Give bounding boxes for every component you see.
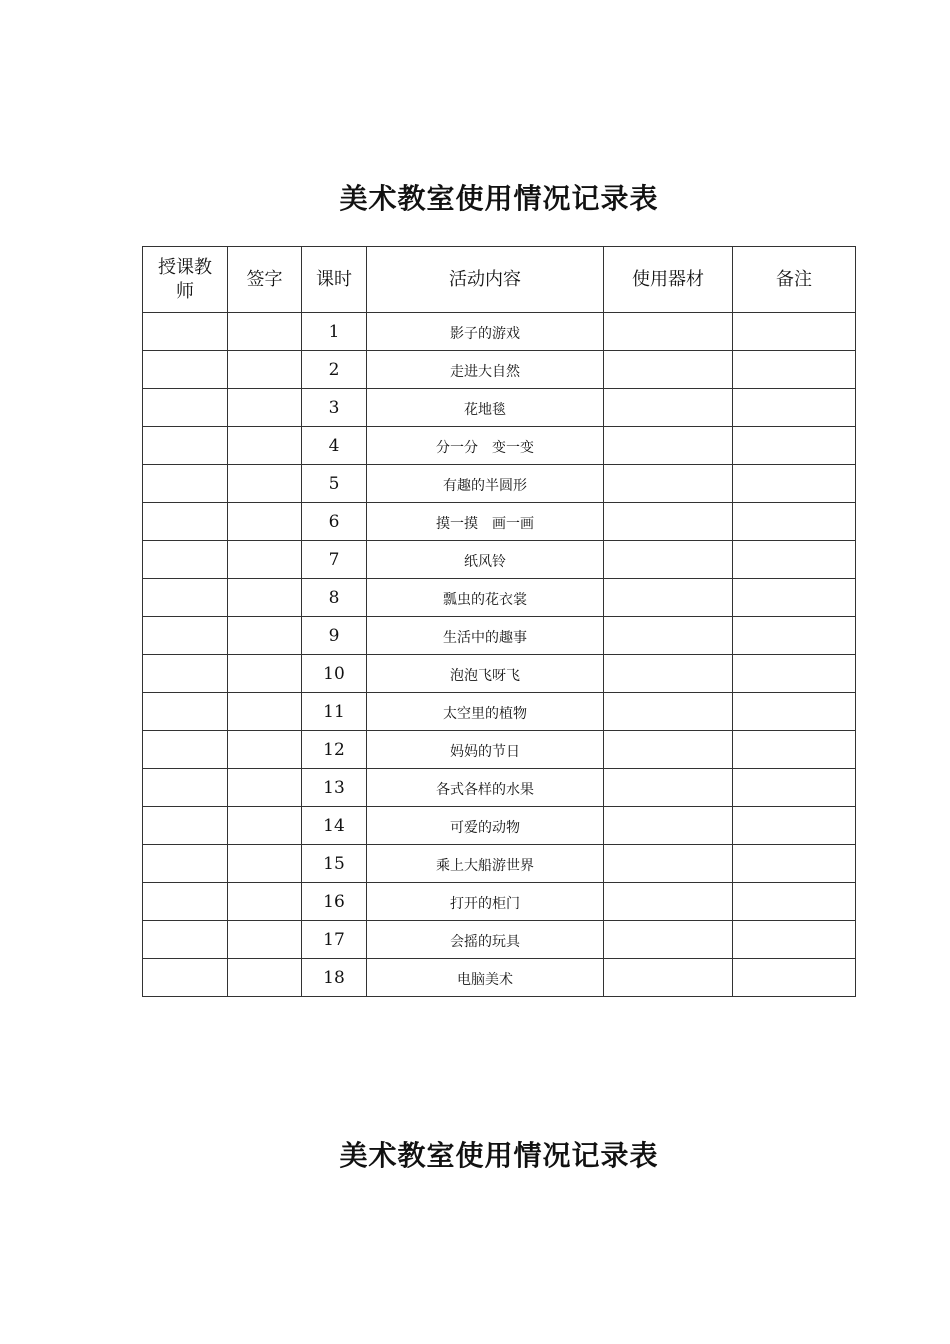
- signature-cell[interactable]: [228, 921, 302, 959]
- header-teacher: 授课教师: [143, 247, 228, 313]
- activity-content-cell: [367, 731, 604, 769]
- activity-content-cell: [367, 503, 604, 541]
- remarks-cell[interactable]: [733, 807, 856, 845]
- remarks-cell[interactable]: [733, 845, 856, 883]
- signature-cell[interactable]: [228, 427, 302, 465]
- activity-content-cell: [367, 617, 604, 655]
- activity-label: 各式各样的水果: [436, 781, 534, 798]
- signature-cell[interactable]: [228, 655, 302, 693]
- equipment-cell[interactable]: [604, 807, 733, 845]
- activity-content-cell: [367, 541, 604, 579]
- equipment-cell[interactable]: [604, 693, 733, 731]
- table-row: [143, 313, 856, 351]
- signature-cell[interactable]: [228, 959, 302, 997]
- equipment-cell[interactable]: [604, 921, 733, 959]
- teacher-cell[interactable]: [143, 389, 228, 427]
- remarks-cell[interactable]: [733, 541, 856, 579]
- teacher-cell[interactable]: [143, 313, 228, 351]
- equipment-cell[interactable]: [604, 427, 733, 465]
- teacher-cell[interactable]: [143, 693, 228, 731]
- lesson-number-cell: 2: [302, 351, 367, 389]
- teacher-cell[interactable]: [143, 769, 228, 807]
- lesson-number-cell: 5: [302, 465, 367, 503]
- remarks-cell[interactable]: [733, 921, 856, 959]
- table-row: [143, 807, 856, 845]
- lesson-number-cell: 3: [302, 389, 367, 427]
- lesson-number-cell: 12: [302, 731, 367, 769]
- activity-label: 电脑美术: [457, 971, 513, 988]
- usage-record-table: [142, 246, 856, 997]
- signature-cell[interactable]: [228, 351, 302, 389]
- activity-content-cell: [367, 693, 604, 731]
- remarks-cell[interactable]: [733, 655, 856, 693]
- lesson-number-cell: 7: [302, 541, 367, 579]
- activity-content-cell: [367, 807, 604, 845]
- activity-label: 走进大自然: [450, 363, 520, 380]
- remarks-cell[interactable]: [733, 731, 856, 769]
- lesson-number-cell: 6: [302, 503, 367, 541]
- activity-content-cell: [367, 959, 604, 997]
- teacher-cell[interactable]: [143, 503, 228, 541]
- teacher-cell[interactable]: [143, 883, 228, 921]
- teacher-cell[interactable]: [143, 845, 228, 883]
- lesson-number-cell: 1: [302, 313, 367, 351]
- activity-content-cell: [367, 655, 604, 693]
- table-row: [143, 351, 856, 389]
- header-signature: 签字: [228, 247, 302, 313]
- signature-cell[interactable]: [228, 503, 302, 541]
- remarks-cell[interactable]: [733, 883, 856, 921]
- lesson-number-cell: 13: [302, 769, 367, 807]
- activity-label: 生活中的趣事: [443, 629, 527, 646]
- activity-content-cell: [367, 883, 604, 921]
- activity-label: 会摇的玩具: [450, 933, 520, 950]
- equipment-cell[interactable]: [604, 845, 733, 883]
- equipment-cell[interactable]: [604, 351, 733, 389]
- activity-label: 乘上大船游世界: [436, 857, 534, 874]
- lesson-number-cell: 16: [302, 883, 367, 921]
- table-row: [143, 465, 856, 503]
- signature-cell[interactable]: [228, 541, 302, 579]
- equipment-cell[interactable]: [604, 617, 733, 655]
- remarks-cell[interactable]: [733, 959, 856, 997]
- table-row: [143, 769, 856, 807]
- activity-label: 花地毯: [464, 401, 506, 418]
- teacher-cell[interactable]: [143, 541, 228, 579]
- equipment-cell[interactable]: [604, 769, 733, 807]
- signature-cell[interactable]: [228, 617, 302, 655]
- activity-content-cell: [367, 313, 604, 351]
- header-equipment: 使用器材: [604, 247, 733, 313]
- activity-label: 打开的柜门: [450, 895, 520, 912]
- activity-content-cell: [367, 579, 604, 617]
- table-row: [143, 655, 856, 693]
- page-title-repeat: 美术教室使用情况记录表: [339, 1139, 659, 1172]
- lesson-number-cell: 10: [302, 655, 367, 693]
- header-content: 活动内容: [367, 247, 604, 313]
- teacher-cell[interactable]: [143, 351, 228, 389]
- teacher-cell[interactable]: [143, 959, 228, 997]
- teacher-cell[interactable]: [143, 427, 228, 465]
- table-row: [143, 693, 856, 731]
- signature-cell[interactable]: [228, 807, 302, 845]
- teacher-cell[interactable]: [143, 655, 228, 693]
- header-lesson: 课时: [302, 247, 367, 313]
- remarks-cell[interactable]: [733, 769, 856, 807]
- table-row: [143, 427, 856, 465]
- activity-label: 太空里的植物: [443, 705, 527, 722]
- remarks-cell[interactable]: [733, 427, 856, 465]
- activity-content-cell: [367, 921, 604, 959]
- equipment-cell[interactable]: [604, 731, 733, 769]
- activity-label: 妈妈的节日: [450, 743, 520, 760]
- remarks-cell[interactable]: [733, 617, 856, 655]
- table-row: [143, 617, 856, 655]
- activity-label: 纸风铃: [464, 553, 506, 570]
- equipment-cell[interactable]: [604, 579, 733, 617]
- remarks-cell[interactable]: [733, 693, 856, 731]
- signature-cell[interactable]: [228, 389, 302, 427]
- equipment-cell[interactable]: [604, 655, 733, 693]
- remarks-cell[interactable]: [733, 503, 856, 541]
- signature-cell[interactable]: [228, 579, 302, 617]
- remarks-cell[interactable]: [733, 351, 856, 389]
- lesson-number-cell: 14: [302, 807, 367, 845]
- activity-content-cell: [367, 351, 604, 389]
- lesson-number-cell: 17: [302, 921, 367, 959]
- activity-label: 可爱的动物: [450, 819, 520, 836]
- remarks-cell[interactable]: [733, 579, 856, 617]
- equipment-cell[interactable]: [604, 389, 733, 427]
- table-row: [143, 579, 856, 617]
- lesson-number-cell: 18: [302, 959, 367, 997]
- equipment-cell[interactable]: [604, 503, 733, 541]
- page-title: 美术教室使用情况记录表: [339, 182, 659, 215]
- teacher-cell[interactable]: [143, 465, 228, 503]
- table-row: [143, 731, 856, 769]
- lesson-number-cell: 11: [302, 693, 367, 731]
- activity-content-cell: [367, 845, 604, 883]
- table-row: [143, 541, 856, 579]
- activity-label: 瓢虫的花衣裳: [443, 591, 527, 608]
- equipment-cell[interactable]: [604, 959, 733, 997]
- lesson-number-cell: 15: [302, 845, 367, 883]
- equipment-cell[interactable]: [604, 313, 733, 351]
- table-row: [143, 845, 856, 883]
- table-row: [143, 389, 856, 427]
- remarks-cell[interactable]: [733, 313, 856, 351]
- teacher-cell[interactable]: [143, 921, 228, 959]
- signature-cell[interactable]: [228, 845, 302, 883]
- signature-cell[interactable]: [228, 769, 302, 807]
- activity-label: 摸一摸 画一画: [436, 515, 534, 532]
- table-row: [143, 503, 856, 541]
- signature-cell[interactable]: [228, 883, 302, 921]
- lesson-number-cell: 9: [302, 617, 367, 655]
- remarks-cell[interactable]: [733, 389, 856, 427]
- signature-cell[interactable]: [228, 693, 302, 731]
- equipment-cell[interactable]: [604, 465, 733, 503]
- activity-content-cell: [367, 769, 604, 807]
- table-header-row: [143, 247, 856, 313]
- signature-cell[interactable]: [228, 731, 302, 769]
- equipment-cell[interactable]: [604, 883, 733, 921]
- activity-content-cell: [367, 389, 604, 427]
- header-remarks: 备注: [733, 247, 856, 313]
- remarks-cell[interactable]: [733, 465, 856, 503]
- table-row: [143, 921, 856, 959]
- signature-cell[interactable]: [228, 313, 302, 351]
- teacher-cell[interactable]: [143, 807, 228, 845]
- equipment-cell[interactable]: [604, 541, 733, 579]
- lesson-number-cell: 8: [302, 579, 367, 617]
- activity-label: 泡泡飞呀飞: [450, 667, 520, 684]
- activity-content-cell: [367, 465, 604, 503]
- activity-label: 分一分 变一变: [436, 439, 534, 456]
- teacher-cell[interactable]: [143, 731, 228, 769]
- table-row: [143, 959, 856, 997]
- teacher-cell[interactable]: [143, 617, 228, 655]
- table-row: [143, 883, 856, 921]
- activity-label: 有趣的半圆形: [443, 477, 527, 494]
- lesson-number-cell: 4: [302, 427, 367, 465]
- teacher-cell[interactable]: [143, 579, 228, 617]
- signature-cell[interactable]: [228, 465, 302, 503]
- activity-label: 影子的游戏: [450, 325, 520, 342]
- activity-content-cell: [367, 427, 604, 465]
